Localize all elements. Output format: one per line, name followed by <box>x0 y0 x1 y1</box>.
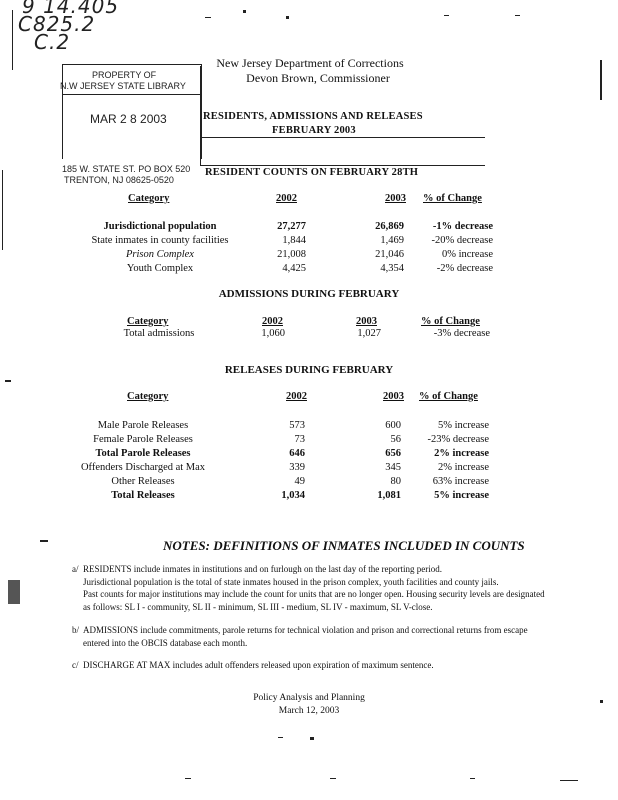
library-stamp <box>62 64 202 159</box>
admissions-header-category: Category <box>127 316 169 327</box>
releases-row-1-category: Female Parole Releases <box>93 434 193 445</box>
footer-date: March 12, 2003 <box>278 706 340 716</box>
residents-row-1-change: -20% decrease <box>431 235 493 246</box>
scan-speck <box>243 10 246 13</box>
releases-row-0-y2003: 600 <box>385 420 401 431</box>
residents-row-0-change: -1% decrease <box>432 221 493 232</box>
scan-speck <box>310 737 314 740</box>
residents-row-0-y2002: 27,277 <box>277 221 306 232</box>
residents-header-change: % of Change <box>423 193 482 204</box>
scan-speck <box>600 60 602 100</box>
releases-row-5-y2003: 1,081 <box>377 490 401 501</box>
note-b-marker: b/ <box>72 625 80 635</box>
residents-row-2-y2002: 21,008 <box>277 249 306 260</box>
releases-row-1-y2003: 56 <box>390 434 401 445</box>
note-a-line-2: Past counts for major institutions may include the count for units that are no longer open. Housing security levels are designated <box>83 589 545 599</box>
scan-speck <box>286 16 289 19</box>
residents-row-2-change: 0% increase <box>441 249 493 260</box>
releases-row-0-change: 5% increase <box>437 420 489 431</box>
admissions-header-change: % of Change <box>421 316 480 327</box>
admissions-header-2003: 2003 <box>356 316 377 327</box>
note-a-line-1: Jurisdictional population is the total of state inmates housed in the prison complex, youth facilities and county jails. <box>83 576 499 587</box>
scan-speck <box>8 580 20 604</box>
admissions-row-0-category: Total admissions <box>123 328 195 339</box>
scan-speck <box>600 700 603 703</box>
residents-row-3-category: Youth Complex <box>126 263 194 274</box>
scan-speck <box>470 778 475 779</box>
releases-row-5-change: 5% increase <box>434 490 489 501</box>
residents-row-2-category: Prison Complex <box>126 249 194 260</box>
note-c-marker: c/ <box>72 660 79 670</box>
residents-row-2-y2003: 21,046 <box>375 249 404 260</box>
stamp-property-of: PROPERTY OF <box>92 70 157 80</box>
report-period: FEBRUARY 2003 <box>272 125 356 136</box>
scan-speck <box>515 15 520 16</box>
releases-row-3-category: Offenders Discharged at Max <box>80 462 206 473</box>
scan-speck <box>560 780 578 781</box>
releases-row-1-y2002: 73 <box>294 434 305 445</box>
handwritten-call-number-1: 9 14.405 <box>22 0 120 18</box>
releases-header-2003: 2003 <box>383 391 404 402</box>
scan-speck <box>444 15 449 16</box>
releases-row-3-y2002: 339 <box>289 462 305 473</box>
residents-section-title: RESIDENT COUNTS ON FEBRUARY 28TH <box>205 167 419 178</box>
releases-row-0-category: Male Parole Releases <box>97 420 189 431</box>
releases-section-title: RELEASES DURING FEBRUARY <box>224 364 394 376</box>
releases-header-category: Category <box>127 391 169 402</box>
note-a-line-0: RESIDENTS include inmates in institutions and on furlough on the last day of the reporting period. <box>83 564 442 574</box>
department-name: New Jersey Department of Corrections <box>216 56 404 70</box>
stamp-address-1: 185 W. STATE ST. PO BOX 520 <box>62 164 191 174</box>
releases-row-3-y2003: 345 <box>385 462 401 473</box>
footer-office: Policy Analysis and Planning <box>253 693 365 703</box>
releases-row-4-y2002: 49 <box>294 476 305 487</box>
report-title: RESIDENTS, ADMISSIONS AND RELEASES <box>203 111 423 122</box>
residents-row-1-y2003: 1,469 <box>380 235 404 246</box>
residents-row-0-category: Jurisdictional population <box>103 221 217 232</box>
releases-row-1-change: -23% decrease <box>427 434 489 445</box>
releases-row-4-y2003: 80 <box>390 476 401 487</box>
stamp-address-2: TRENTON, NJ 08625-0520 <box>64 175 174 185</box>
scan-speck <box>330 778 336 779</box>
admissions-row-0-change: -3% decrease <box>433 328 490 339</box>
releases-row-2-y2003: 656 <box>385 448 401 459</box>
releases-row-2-y2002: 646 <box>289 448 305 459</box>
releases-row-0-y2002: 573 <box>289 420 305 431</box>
stamp-library-name: N.W JERSEY STATE LIBRARY <box>60 81 186 91</box>
releases-row-5-y2002: 1,034 <box>281 490 305 501</box>
scan-mark-left <box>12 10 13 70</box>
scan-mark-left-2 <box>2 170 3 250</box>
releases-header-2002: 2002 <box>286 391 307 402</box>
residents-row-3-y2002: 4,425 <box>282 263 306 274</box>
handwritten-call-number-3: C.2 <box>34 30 71 54</box>
residents-header-2003: 2003 <box>385 193 406 204</box>
admissions-header-2002: 2002 <box>262 316 283 327</box>
residents-header-category: Category <box>128 193 170 204</box>
residents-row-1-y2002: 1,844 <box>282 235 306 246</box>
residents-header-2002: 2002 <box>276 193 297 204</box>
note-b-line-1: entered into the OBCIS database each month. <box>83 637 248 648</box>
releases-row-2-change: 2% increase <box>434 448 489 459</box>
note-a-marker: a/ <box>72 564 79 574</box>
admissions-row-0-y2002: 1,060 <box>261 328 285 339</box>
releases-row-2-category: Total Parole Releases <box>95 448 191 459</box>
releases-row-4-change: 63% increase <box>432 476 489 487</box>
header-box-bottom <box>200 165 485 166</box>
header-rule <box>200 137 485 138</box>
admissions-row-0-y2003: 1,027 <box>357 328 381 339</box>
handwritten-call-number-2: C825.2 <box>18 12 96 36</box>
residents-row-0-y2003: 26,869 <box>375 221 404 232</box>
releases-row-5-category: Total Releases <box>111 490 175 501</box>
scan-speck <box>278 737 283 738</box>
scan-speck <box>40 540 48 542</box>
scan-speck <box>5 380 11 382</box>
admissions-section-title: ADMISSIONS DURING FEBRUARY <box>218 288 400 300</box>
releases-header-change: % of Change <box>419 391 478 402</box>
commissioner-name: Devon Brown, Commissioner <box>246 71 390 85</box>
scan-speck <box>185 778 191 779</box>
releases-row-3-change: 2% increase <box>437 462 489 473</box>
header-box-left <box>200 66 201 166</box>
residents-row-3-y2003: 4,354 <box>380 263 404 274</box>
residents-row-3-change: -2% decrease <box>436 263 493 274</box>
stamp-date: MAR 2 8 2003 <box>90 112 167 126</box>
residents-row-1-category: State inmates in county facilities <box>91 235 229 246</box>
scan-speck <box>205 17 211 18</box>
note-b-line-0: ADMISSIONS include commitments, parole returns for technical violation and prison and correctional returns from escape <box>83 625 528 635</box>
notes-title: NOTES: DEFINITIONS OF INMATES INCLUDED IN COUNTS <box>163 538 525 553</box>
note-a-line-3: as follows: SL I - community, SL II - minimum, SL III - medium, SL IV - maximum, SL V-close. <box>83 601 433 612</box>
releases-row-4-category: Other Releases <box>111 476 175 487</box>
note-c-line-0: DISCHARGE AT MAX includes adult offenders released upon expiration of maximum sentence. <box>83 660 434 670</box>
